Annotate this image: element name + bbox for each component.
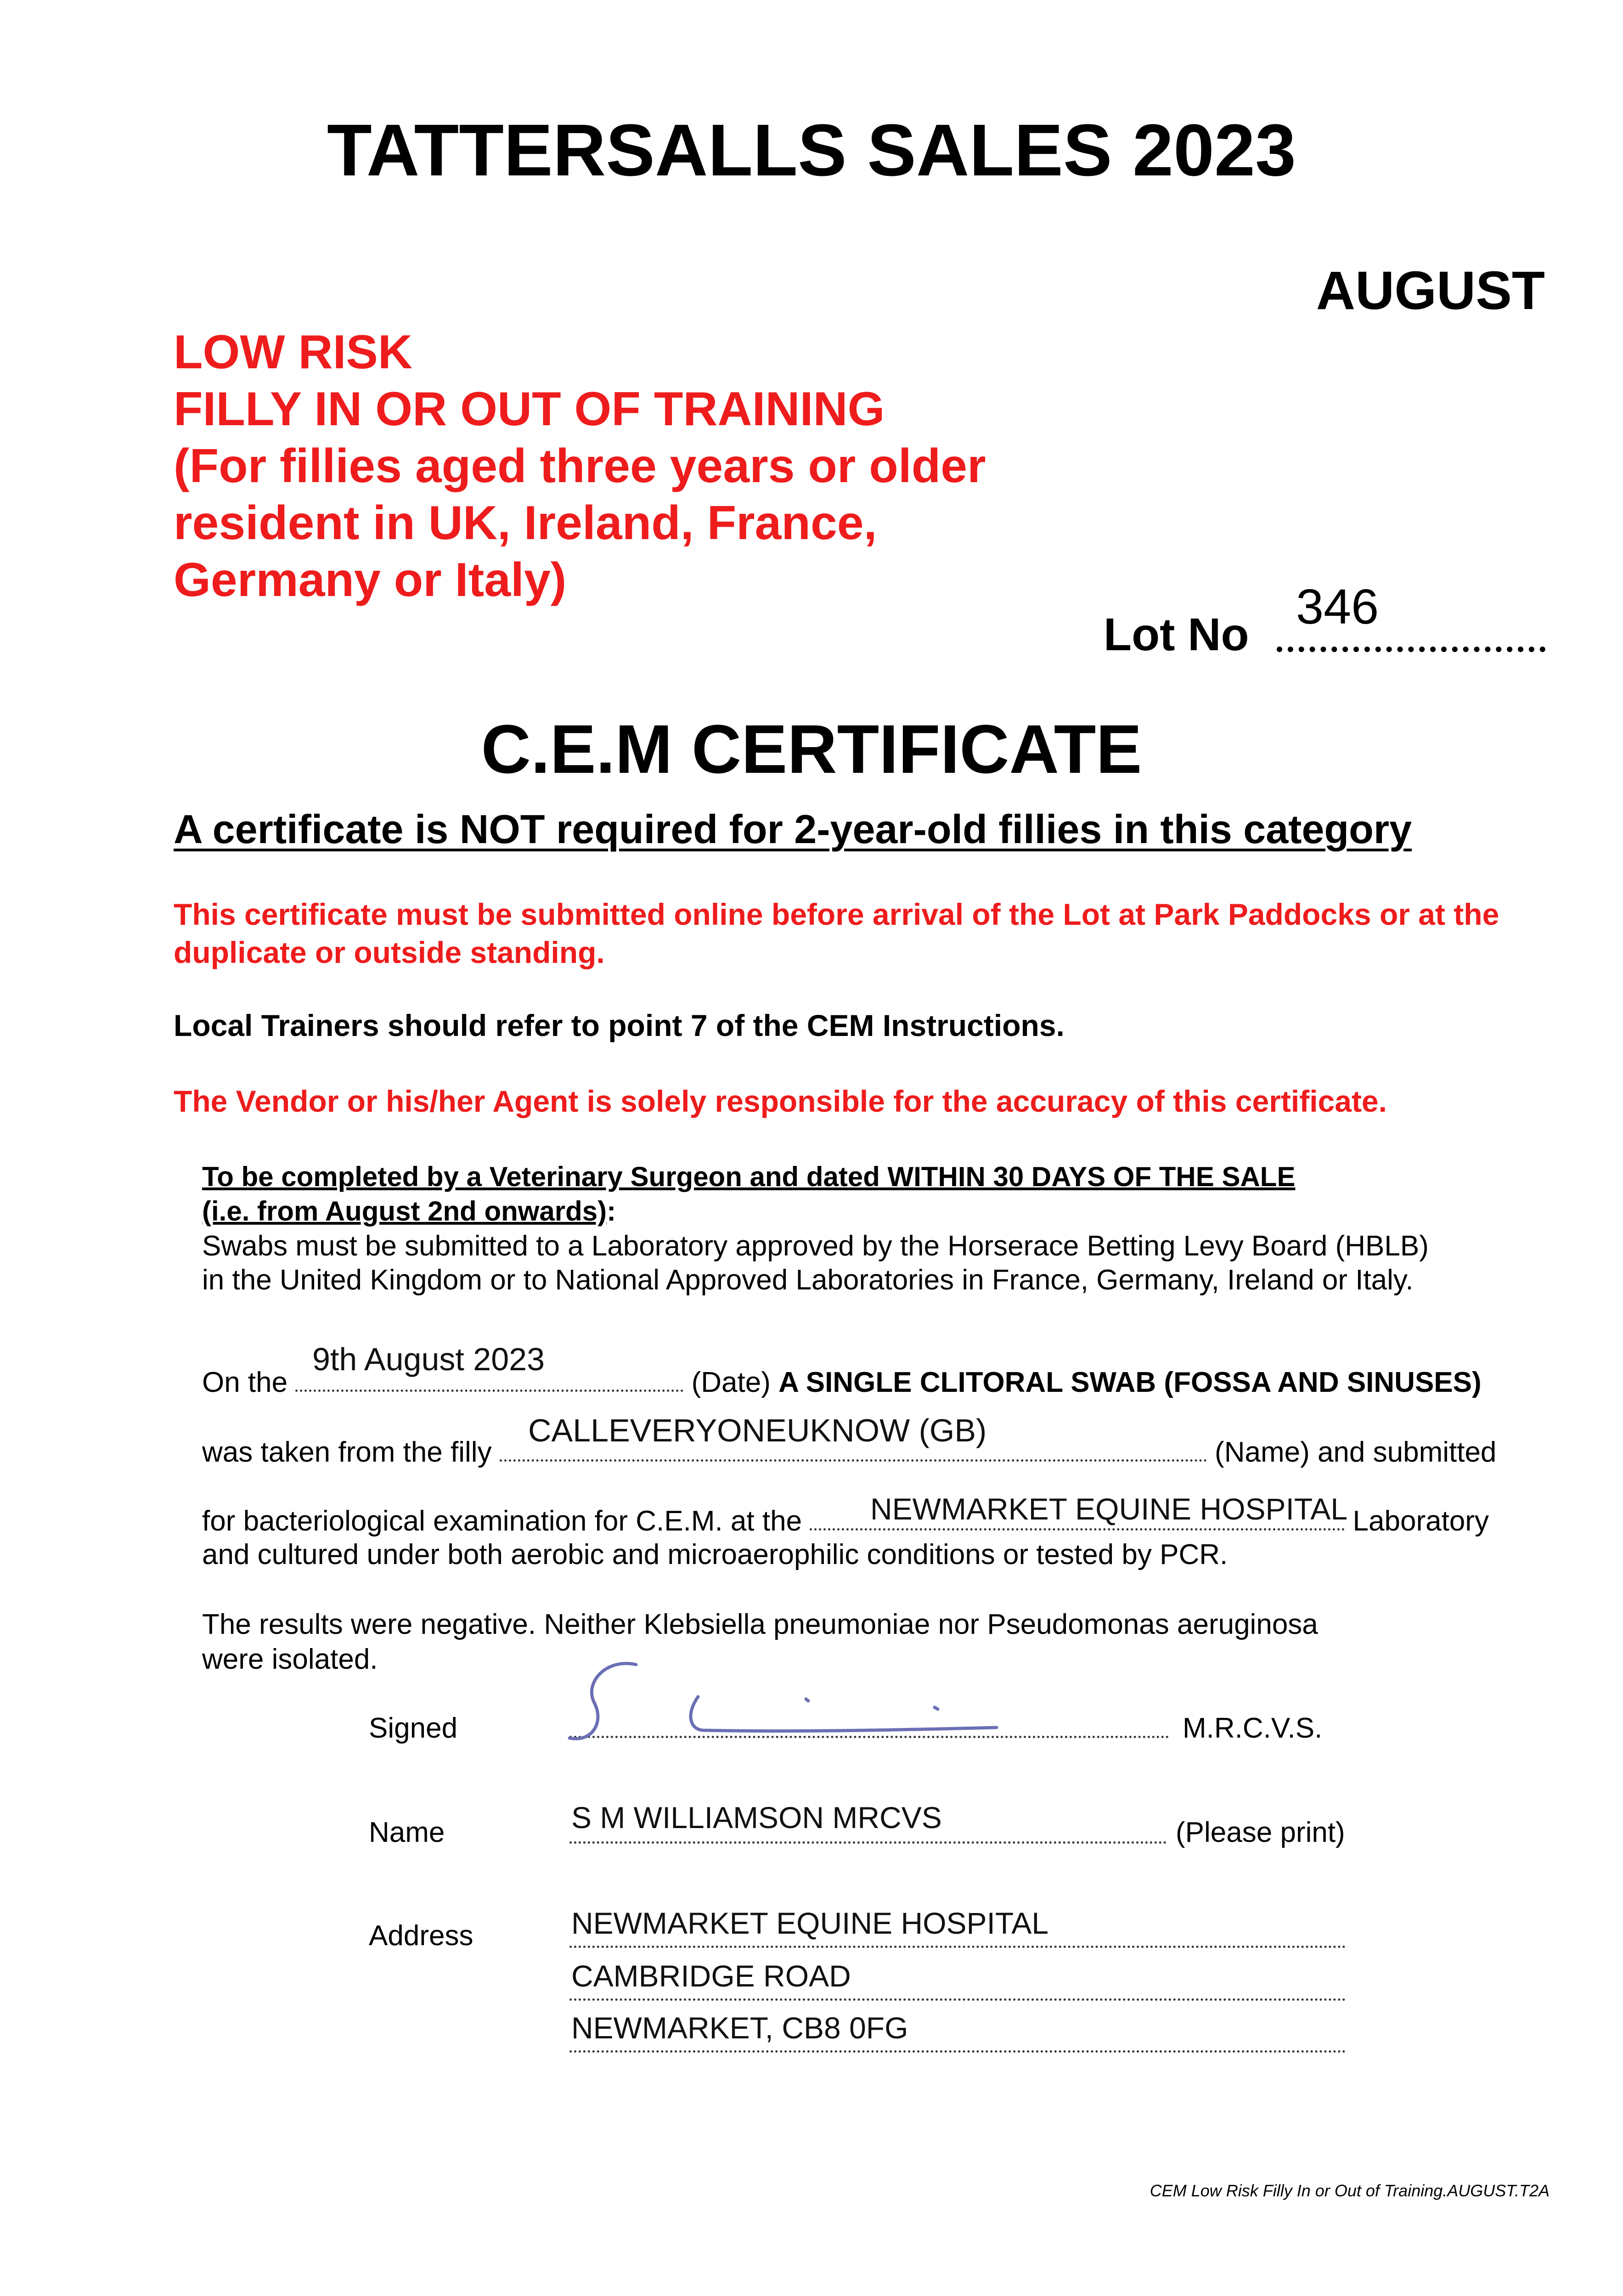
lot-label: Lot No: [1104, 609, 1249, 660]
vet-heading-line1: To be completed by a Veterinary Surgeon and dated WITHIN 30 DAYS OF THE SALE: [202, 1161, 1296, 1192]
date-dots: [295, 1390, 683, 1392]
filly-name-value[interactable]: CALLEVERYONEUKNOW (GB): [528, 1412, 987, 1448]
date-value[interactable]: 9th August 2023: [312, 1341, 545, 1377]
vendor-notice: The Vendor or his/her Agent is solely responsible for the accuracy of this certificate.: [174, 1084, 1387, 1118]
lab-name-value[interactable]: NEWMARKET EQUINE HOSPITAL: [870, 1492, 1348, 1526]
footer-reference: CEM Low Risk Filly In or Out of Training.AUGUST.T2A: [1150, 2181, 1550, 2200]
lot-number[interactable]: 346: [1296, 579, 1379, 634]
swabs-line1: Swabs must be submitted to a Laboratory approved by the Horserace Betting Levy Board (HBLB): [202, 1230, 1429, 1262]
signed-label: Signed: [369, 1712, 458, 1744]
results-line1: The results were negative. Neither Klebsiella pneumoniae nor Pseudomonas aeruginosa: [202, 1609, 1318, 1640]
category-line: Germany or Italy): [174, 553, 567, 607]
signature-mark[interactable]: [551, 1649, 1020, 1759]
category-line: LOW RISK: [174, 326, 412, 379]
cultured-line: and cultured under both aerobic and microaerophilic conditions or tested by PCR.: [202, 1539, 1228, 1570]
address-line-2[interactable]: CAMBRIDGE ROAD: [571, 1959, 851, 1993]
category-line: FILLY IN OR OUT OF TRAINING: [174, 383, 885, 436]
category-block: [174, 324, 986, 608]
name-label: Name: [369, 1817, 445, 1848]
address-dots-1: [569, 1946, 1346, 1948]
category-line: (For fillies aged three years or older: [174, 439, 986, 493]
address-label: Address: [369, 1920, 473, 1952]
name-submitted-label: (Name) and submitted: [1215, 1436, 1497, 1468]
vet-heading-colon: :: [607, 1196, 616, 1227]
address-line-3[interactable]: NEWMARKET, CB8 0FG: [571, 2011, 908, 2045]
certificate-subtitle: A certificate is NOT required for 2-year-old fillies in this category: [174, 806, 1412, 852]
lab-dots: [810, 1528, 1345, 1531]
laboratory-label: Laboratory: [1352, 1505, 1489, 1537]
taken-from-label: was taken from the filly: [202, 1436, 492, 1468]
filly-dots: [500, 1459, 1207, 1462]
please-print-label: (Please print): [1176, 1817, 1345, 1848]
vet-heading-line2: [202, 1195, 616, 1227]
address-dots-2: [569, 1998, 1346, 2001]
vet-heading-date-range: (i.e. from August 2nd onwards): [202, 1196, 607, 1227]
address-dots-3: [569, 2050, 1346, 2053]
on-the-label: On the: [202, 1367, 288, 1398]
name-dots: [569, 1841, 1167, 1844]
date-label: (Date): [691, 1367, 771, 1398]
vet-name-value[interactable]: S M WILLIAMSON MRCVS: [571, 1801, 942, 1835]
category-line: resident in UK, Ireland, France,: [174, 496, 877, 550]
address-line-1[interactable]: NEWMARKET EQUINE HOSPITAL: [571, 1906, 1049, 1940]
certificate-title: C.E.M CERTIFICATE: [481, 710, 1142, 788]
sale-month: AUGUST: [1316, 260, 1545, 321]
exam-for-label: for bacteriological examination for C.E.M. at the: [202, 1505, 802, 1537]
trainers-note: Local Trainers should refer to point 7 of the CEM Instructions.: [174, 1008, 1065, 1042]
lot-dots: [1277, 647, 1545, 652]
results-line2: were isolated.: [202, 1643, 378, 1675]
swab-type: A SINGLE CLITORAL SWAB (FOSSA AND SINUSES): [778, 1367, 1482, 1398]
swabs-line2: in the United Kingdom or to National Approved Laboratories in France, Germany, Ireland or Italy.: [202, 1264, 1414, 1296]
page-title: TATTERSALLS SALES 2023: [327, 109, 1296, 191]
submit-notice: This certificate must be submitted online before arrival of the Lot at Park Paddocks or at the duplicate or outside standing.: [174, 897, 1499, 969]
mrcvs-label: M.R.C.V.S.: [1183, 1712, 1323, 1744]
